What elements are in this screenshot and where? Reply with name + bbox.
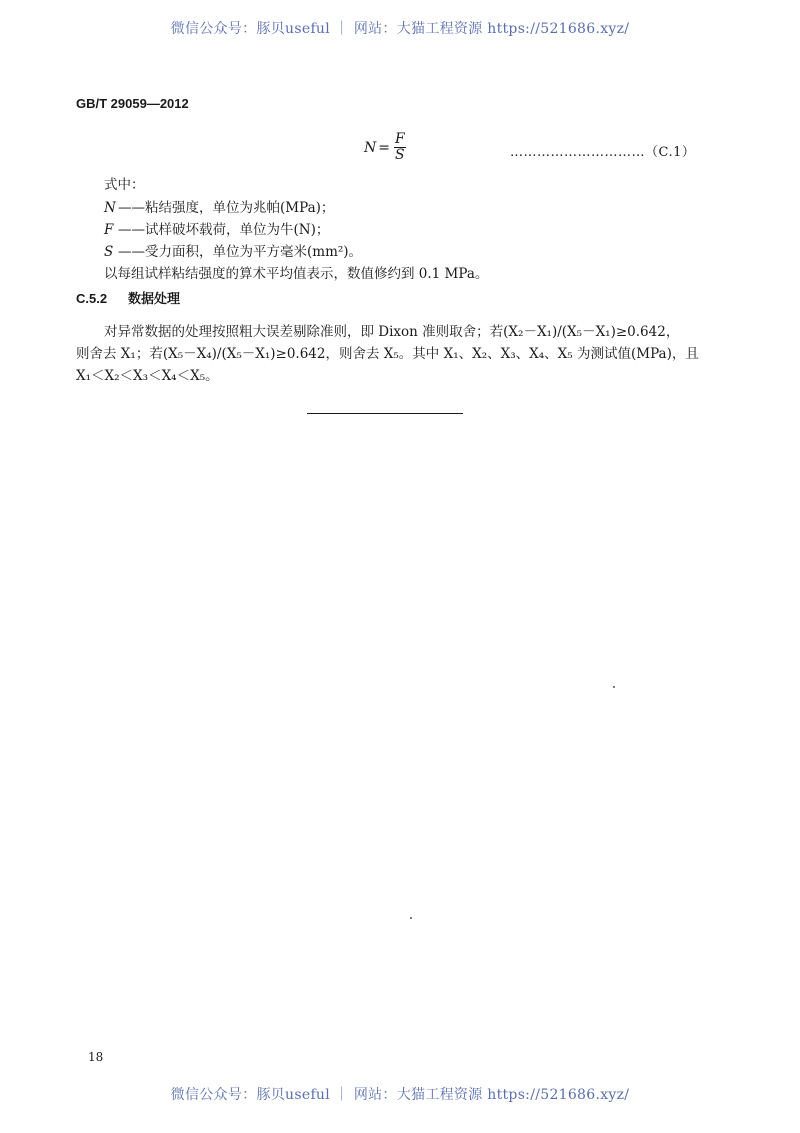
where-definition: ——试样破坏载荷，单位为牛(N)； — [118, 222, 330, 238]
where-intro: 式中： — [104, 177, 145, 193]
where-definition: ——受力面积，单位为平方毫米(mm²)。 — [118, 244, 363, 260]
scan-speck — [410, 917, 412, 919]
formula-fraction — [394, 132, 406, 163]
formula-denominator: S — [395, 147, 405, 163]
watermark-top: 微信公众号：豚贝useful ｜ 网站：大猫工程资源 https://521686.xyz/ — [170, 21, 630, 37]
section-title: 数据处理 — [128, 291, 181, 306]
section-paragraph-line-3: X₁＜X₂＜X₃＜X₄＜X₅。 — [76, 368, 219, 384]
section-number: C.5.2 — [76, 291, 108, 306]
where-item-s — [104, 240, 362, 260]
section-heading — [76, 288, 180, 307]
where-symbol: S — [104, 244, 114, 260]
watermark-bottom: 微信公众号：豚贝useful ｜ 网站：大猫工程资源 https://521686.xyz/ — [170, 1087, 630, 1103]
formula-c1 — [364, 132, 406, 163]
formula-numerator: F — [394, 131, 405, 147]
where-item-n — [104, 196, 334, 216]
standard-code: GB/T 29059—2012 — [76, 96, 189, 111]
result-note: 以每组试样粘结强度的算术平均值表示，数值修约到 0.1 MPa。 — [104, 266, 489, 282]
scan-speck — [613, 686, 615, 688]
equation-number: …………………………（C.1） — [510, 145, 696, 160]
formula-equals: = — [378, 139, 390, 156]
section-paragraph-line-2: 则舍去 X₁；若(X₅－X₄)/(X₅－X₁)≥0.642，则舍去 X₅。其中 X₁、X₂、X₃、X₄、X₅ 为测试值(MPa)，且 — [76, 346, 699, 362]
end-of-section-rule — [307, 413, 463, 414]
where-symbol: N — [104, 200, 116, 216]
where-definition: ——粘结强度，单位为兆帕(MPa)； — [118, 200, 335, 216]
where-symbol: F — [104, 222, 114, 238]
page-number: 18 — [88, 1050, 104, 1064]
section-paragraph-line-1: 对异常数据的处理按照粗大误差剔除准则，即 Dixon 准则取舍；若(X₂－X₁)/(X₅－X₁)≥0.642， — [104, 324, 680, 340]
formula-lhs: N — [364, 139, 377, 156]
where-item-f — [104, 218, 329, 238]
